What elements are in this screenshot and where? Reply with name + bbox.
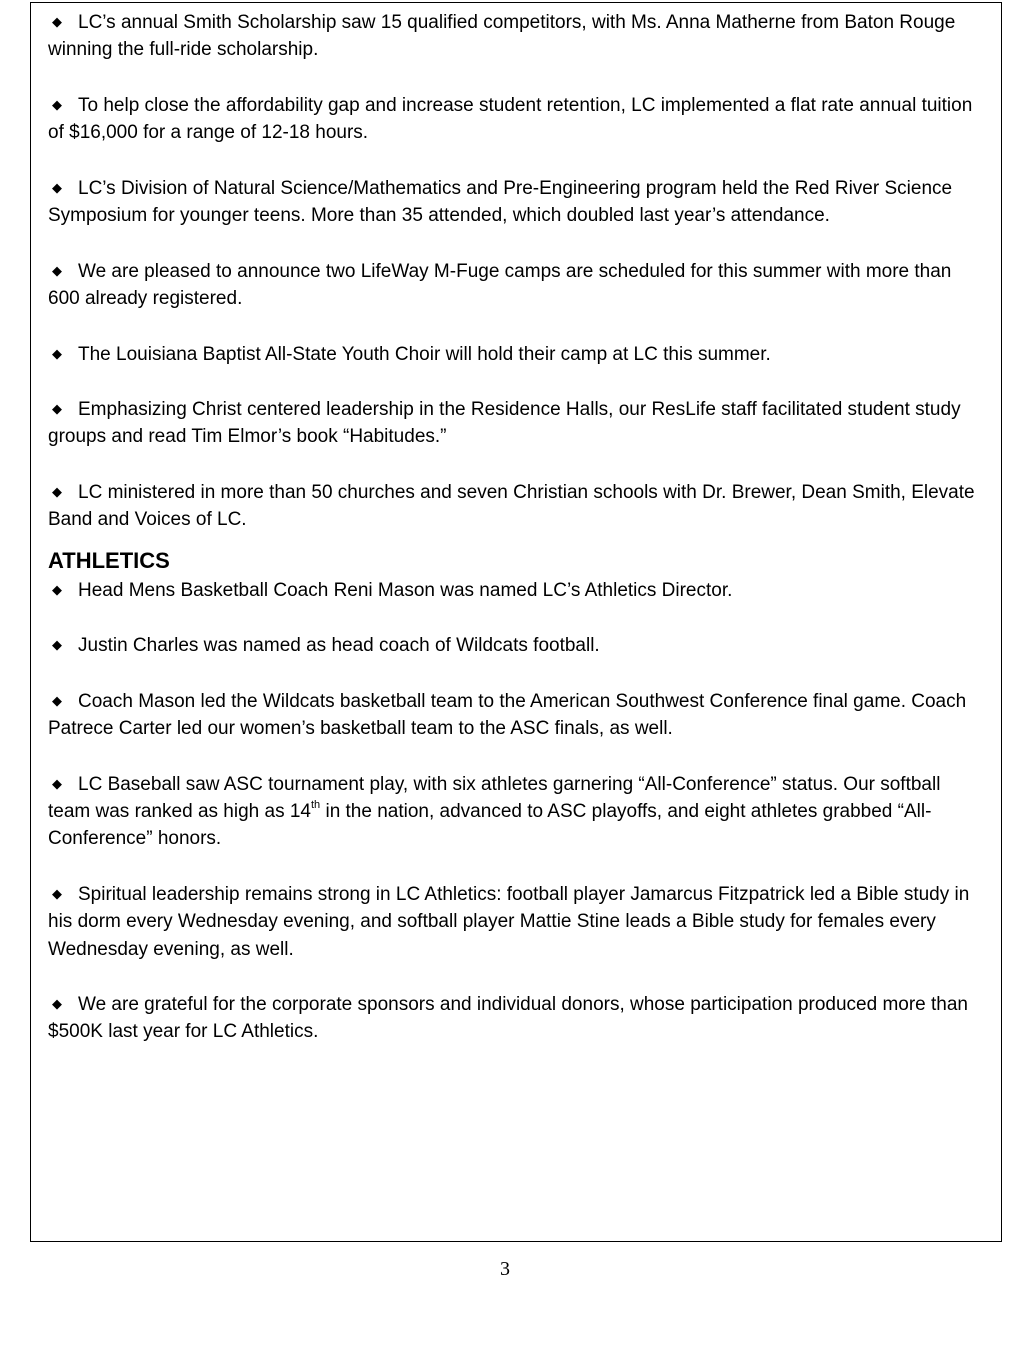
list-item-text-before: LC Baseball saw ASC tournament play, with six athletes garnering “All-Conference” status. Our softball team was ranked as high as 14 — [48, 773, 941, 823]
diamond-bullet-icon: ◆ — [52, 692, 62, 708]
list-item — [48, 174, 983, 230]
diamond-bullet-icon: ◆ — [52, 179, 62, 195]
list-item-text: Spiritual leadership remains strong in LC Athletics: football player Jamarcus Fitzpatrick led a Bible study in his dorm every Wednesday evening, and softball player Mattie Stine leads a Bible study for females every Wednesday evening, as well. — [48, 883, 970, 960]
list-item — [48, 687, 983, 743]
diamond-bullet-icon: ◆ — [52, 96, 62, 112]
diamond-bullet-icon: ◆ — [52, 996, 62, 1012]
list-item-text: The Louisiana Baptist All-State Youth Choir will hold their camp at LC this summer. — [78, 343, 771, 365]
list-item — [48, 770, 983, 853]
athletics-bullet-list — [48, 576, 983, 1046]
diamond-bullet-icon: ◆ — [52, 775, 62, 791]
list-item-text: Coach Mason led the Wildcats basketball team to the American Southwest Conference final game. Coach Patrece Carter led our women’s basketball team to the ASC finals, as well. — [48, 690, 967, 740]
diamond-bullet-icon: ◆ — [52, 262, 62, 278]
page-content — [48, 8, 983, 1046]
diamond-bullet-icon: ◆ — [52, 484, 62, 500]
list-item — [48, 8, 983, 64]
list-item — [48, 478, 983, 534]
list-item-text: LC’s Division of Natural Science/Mathematics and Pre-Engineering program held the Red River Science Symposium for younger teens. More than 35 attended, which doubled last year’s attendance. — [48, 177, 953, 227]
athletics-heading: ATHLETICS — [48, 547, 170, 573]
list-item — [48, 880, 983, 963]
general-bullet-list — [48, 8, 983, 534]
diamond-bullet-icon: ◆ — [52, 581, 62, 597]
diamond-bullet-icon: ◆ — [52, 885, 62, 901]
list-item — [48, 576, 983, 604]
list-item-text: We are pleased to announce two LifeWay M-Fuge camps are scheduled for this summer with more than 600 already registered. — [48, 260, 952, 309]
list-item-text: LC ministered in more than 50 churches and seven Christian schools with Dr. Brewer, Dean Smith, Elevate Band and Voices of LC. — [48, 482, 975, 531]
diamond-bullet-icon: ◆ — [52, 14, 62, 29]
list-item-text: To help close the affordability gap and increase student retention, LC implemented a flat rate annual tuition of $16,000 for a range of 12-18 hours. — [48, 94, 973, 144]
page-number: 3 — [500, 1258, 510, 1280]
diamond-bullet-icon: ◆ — [52, 345, 62, 361]
list-item — [48, 395, 983, 451]
list-item — [48, 257, 983, 313]
diamond-bullet-icon: ◆ — [52, 401, 62, 417]
list-item — [48, 91, 983, 147]
ordinal-superscript: th — [311, 799, 321, 812]
list-item-text: Justin Charles was named as head coach of Wildcats football. — [78, 635, 600, 657]
list-item-text-after: in the nation, advanced to ASC playoffs, and eight athletes grabbed “All-Conference” honors. — [48, 801, 932, 850]
list-item — [48, 631, 983, 659]
list-item-text: Head Mens Basketball Coach Reni Mason was named LC’s Athletics Director. — [78, 579, 733, 601]
list-item-text: We are grateful for the corporate sponsors and individual donors, whose participation produced more than $500K last year for LC Athletics. — [48, 994, 969, 1043]
list-item-text: Emphasizing Christ centered leadership in the Residence Halls, our ResLife staff facilitated student study groups and read Tim Elmor’s book “Habitudes.” — [48, 399, 961, 448]
list-item — [48, 340, 983, 368]
list-item-text: LC’s annual Smith Scholarship saw 15 qualified competitors, with Ms. Anna Matherne from Baton Rouge winning the full-ride scholarship. — [48, 12, 956, 61]
list-item — [48, 990, 983, 1046]
diamond-bullet-icon: ◆ — [52, 637, 62, 653]
